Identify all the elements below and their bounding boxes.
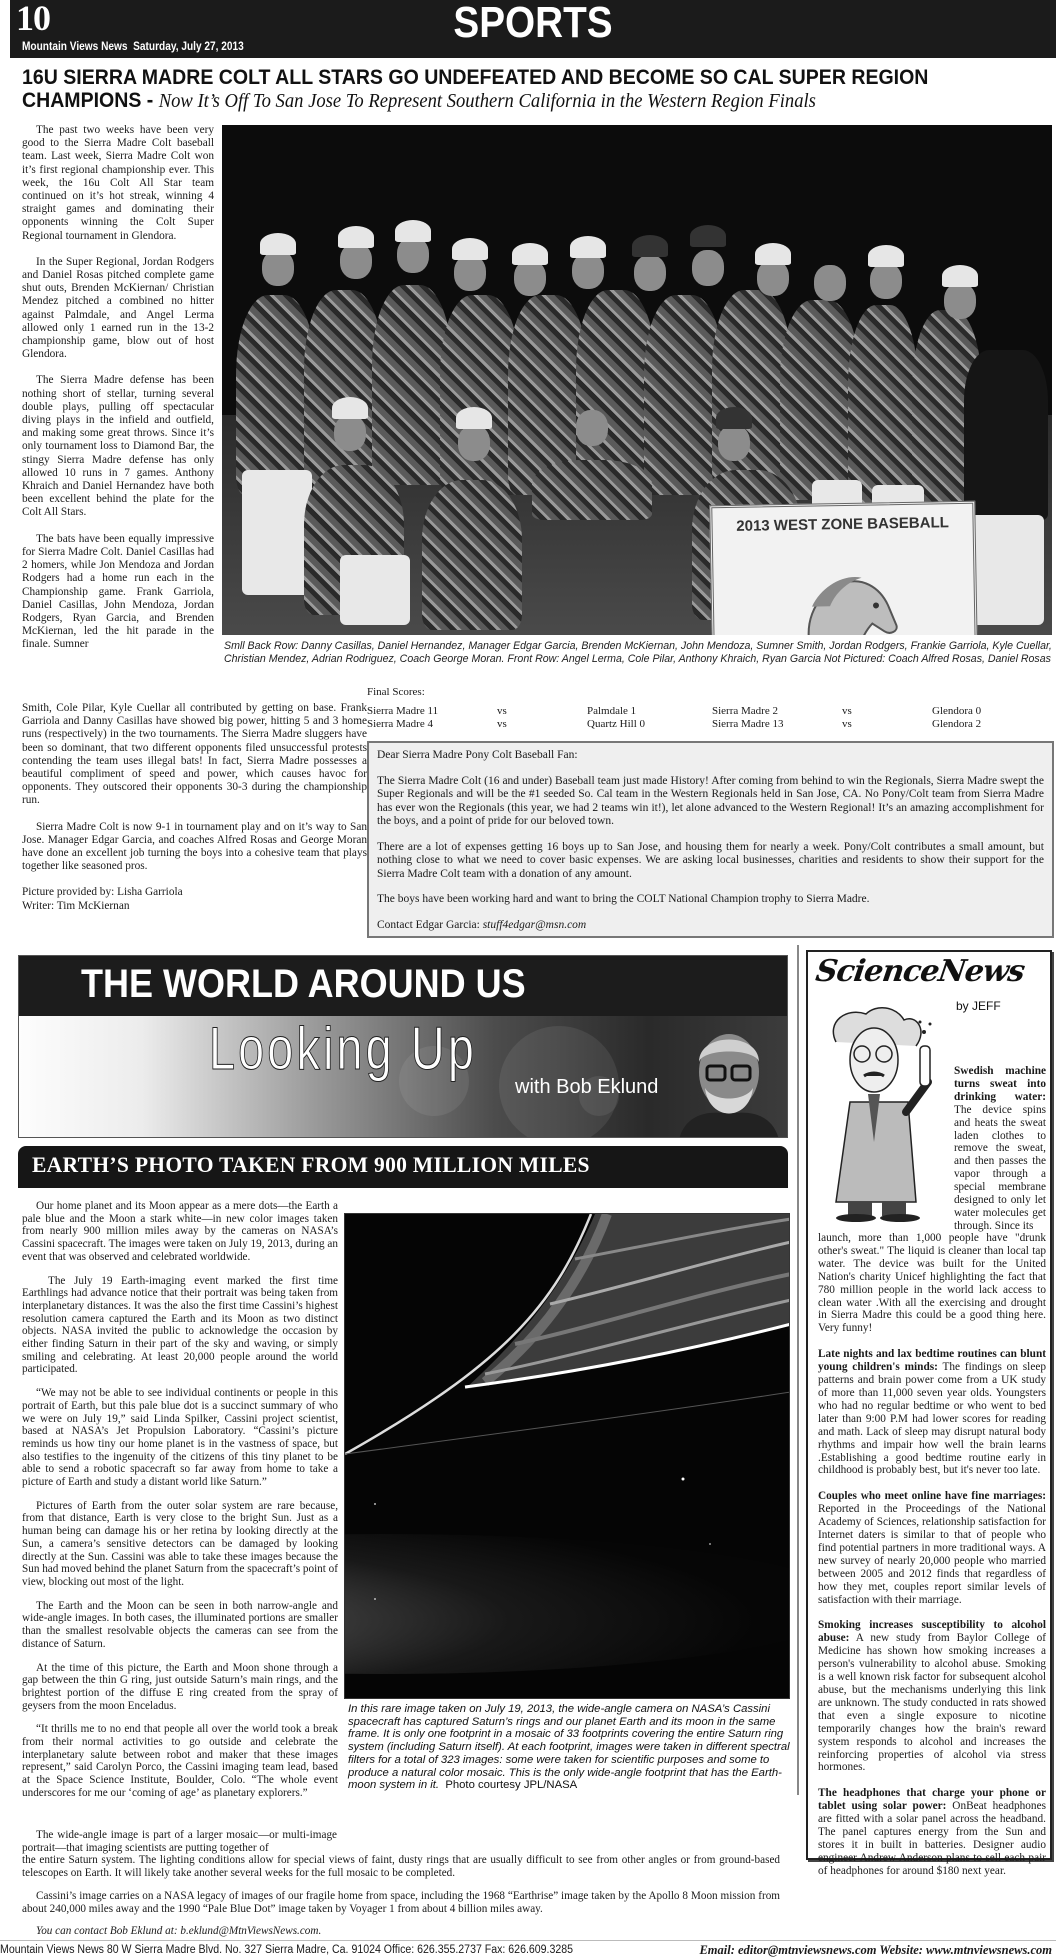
headline-line-2 <box>22 89 961 113</box>
player-figure <box>848 305 918 505</box>
player-face <box>397 237 429 273</box>
score-vs: vs <box>842 705 852 717</box>
page-footer <box>0 1940 1056 1958</box>
looking-up-banner <box>19 1016 787 1138</box>
columnist-portrait <box>669 1022 787 1138</box>
coach-figure <box>964 350 1048 520</box>
article-paragraph: Our home planet and its Moon appear as a mere dots—the Earth a pale blue and the Moon a stark white—in new color images taken from nearly 900 million miles away by the cameras on NASA’s Cassini spacecraft. The images were taken on July 19, 2013, during an event that was observed and celebrated worldwide. <box>22 1200 338 1263</box>
item-text: Reported in the Proceedings of the National Academy of Sciences, relationship satisfaction for Internet daters is similar to that of people who find potential partners in more traditional ways. A new survey of nearly 20,000 people who married between 2005 and 2012 finds that regardless of how they met, couples report similar levels of satisfaction with their marriage. <box>818 1503 1046 1606</box>
article-paragraph: “It thrills me to no end that people all over the world took a break from their normal activities to go outside and celebrate the interplanetary salute between robot and maker that these images represent,” said Carolyn Porco, the Cassini imaging team lead, based at the Space Science Institute, Boulder, Colo. “The whole event underscores for me our ‘coming of age’ as planetary explorers.” <box>22 1723 338 1799</box>
article-paragraph: In the Super Regional, Jordan Rodgers and Daniel Rosas pitched complete game shut outs, Brenden McKiernan/ Christian Mendez pitched a combined no hitter against Palmdale, and Angel Lerma allowed only 1 earned run in the 13-2 championship game, blow out of host Glendora. <box>22 255 214 361</box>
player-cap <box>716 407 752 429</box>
article-paragraph: The Sierra Madre defense has been nothing short of stellar, turning several double plays, pulling off spectacular diving plays in the infield and outfield, and making some great throws. Since it’s only tournament loss to Diamond Bar, the stingy Sierra Madre defense has only allowed 10 runs in 7 games. Anthony Khraich and Daniel Hernandez have both been excellent behind the plate for the Colt All Stars. <box>22 374 214 519</box>
earth-article-headline-bar <box>18 1146 788 1188</box>
subheadline: Now It’s Off To San Jose To Represent Southern California in the Western Region Finals <box>158 90 816 112</box>
player-face <box>576 410 608 446</box>
player-pants <box>242 470 312 595</box>
item-text: The findings on sleep patterns and brain power come from a UK study of more than 11,000 seven year olds. Youngsters who had no regular bedtime or who went to bed later than 9:00 P.M had lower scores for reading and math. Lack of sleep may disrupt natural body rhythms and impair how well the brain learns .Establishing a good bedtime routine early in childhood is probably best, but it's never too late. <box>818 1361 1046 1477</box>
issue-date: Saturday, July 27, 2013 <box>133 41 244 53</box>
saturn-rings-image <box>344 1213 790 1699</box>
saturn-rings-graphic <box>345 1214 790 1699</box>
science-news-box <box>806 950 1052 1877</box>
player-figure <box>422 480 522 630</box>
paragraph-narrow-part: The wide-angle image is part of a larger mosaic—or multi-image portrait—that imaging scientists are putting together of <box>22 1829 337 1854</box>
player-cap <box>452 238 488 260</box>
sports-article-column <box>22 124 214 652</box>
saturn-image-caption <box>348 1703 792 1792</box>
player-cap <box>570 236 606 258</box>
player-face <box>340 243 372 279</box>
item-text-continued: launch, more than 1,000 people have "drunk other's sweat." The liquid is cleaner than local tap water. The device was built for the United Nation's charity Unicef highlighting the fact that 780 million people in the world lack access to clean water .With all the exercising and drought in Sierra Madre this could be a good thing here. Very funny! <box>818 1232 1046 1335</box>
writer-credit: Writer: Tim McKiernan <box>22 899 130 912</box>
item-heading: Couples who meet online have fine marriages: <box>818 1490 1046 1503</box>
sports-headline <box>22 66 1032 113</box>
score-vs: vs <box>842 718 852 730</box>
player-face <box>454 255 486 291</box>
score-team: Quartz Hill 0 <box>587 718 646 730</box>
item-text: The device spins and heats the sweat laden clothes to remove the sweat, and then passes the vapor through a special membrane designed to only let water molecules get through. Since its <box>954 1103 1046 1232</box>
player-face <box>458 425 490 461</box>
letter-contact <box>377 919 1044 933</box>
player-face <box>572 253 604 289</box>
earth-article-column <box>22 1200 338 1811</box>
letter-greeting: Dear Sierra Madre Pony Colt Baseball Fan: <box>377 749 578 761</box>
section-title: SPORTS <box>453 0 613 47</box>
headline-line-1: 16U SIERRA MADRE COLT ALL STARS GO UNDEFEATED AND BECOME SO CAL SUPER REGION <box>22 66 929 89</box>
footer-address: Mountain Views News 80 W Sierra Madre Blvd. No. 327 Sierra Madre, Ca. 91024 Office: 626.355.2737 Fax: 626.609.3285 <box>0 1944 574 1956</box>
footer-contact[interactable]: Email: editor@mtnviewsnews.com Website: www.mtnviewsnews.com <box>699 1943 1052 1957</box>
score-team: Sierra Madre 11 <box>367 705 439 717</box>
player-cap <box>395 220 431 242</box>
item-text: OnBeat headphones are fitted with a solar panel across the headband. The panel captures energy from the Sun and stores it in built in batteries. Designer audio engineer Andrew Anderson plans to sell each pair of headphones for around $180 next year. <box>818 1800 1046 1877</box>
score-team: Sierra Madre 2 <box>712 705 778 717</box>
item-text: A new study from Baylor College of Medicine has shown how smoking increases a person's vulnerability to alcohol abuse. Smoking is a well known risk factor for subsequent alcohol abuse, but the mechanisms underlying this link are unknown. The study conducted in rats showed that even a single exposure to nicotine temporarily changes how the brain's reward system responds to alcohol and increases the reinforcing properties of alcohol via stress hormones. <box>818 1632 1046 1774</box>
article-paragraph: The bats have been equally impressive for Sierra Madre Colt. Daniel Casillas had 2 homers, while Jon Mendoza and Jordan Rodgers had a home run each in the Championship game. Frank Garriola, Daniel Casillas, John Mendoza, Jordan Rodgers, Ryan Garcia, and Brenden McKiernan, led the hit parade in the finale. Sumner <box>22 532 214 651</box>
player-cap <box>868 245 904 267</box>
player-pants <box>340 555 410 625</box>
columnist-contact[interactable]: You can contact Bob Eklund at: b.eklund@MtnViewsNews.com. <box>36 1925 322 1938</box>
score-row <box>367 705 1056 718</box>
score-team: Glendora 0 <box>932 705 982 717</box>
score-vs: vs <box>497 705 507 717</box>
world-around-us-title: THE WORLD AROUND US <box>81 962 526 1006</box>
world-around-us-banner <box>18 955 788 1138</box>
contact-label: Contact Edgar Garcia: <box>377 918 483 931</box>
score-vs: vs <box>497 718 507 730</box>
letter-paragraph: The Sierra Madre Colt (16 and under) Baseball team just made History! After coming from behind to win the Regionals, Sierra Madre swept the Super Regionals and will be the #1 seeded So. Cal team in the Western Regionals held in San Jose, CA. No Pony/Colt team from Sierra Madre has ever won the Regionals (this year, we had 2 teams win it!), let alone advanced to the Western Regional! It’s an amazing accomplishment for the boys, and a point of pride for our beloved town. <box>377 774 1044 827</box>
article-paragraph <box>22 1829 780 1854</box>
item-heading: The headphones that charge your phone or tablet using solar power: <box>818 1787 1046 1813</box>
item-heading: Swedish machine turns sweat into drinking water: <box>954 1065 1046 1103</box>
player-cap <box>632 235 668 257</box>
science-news-title: ScienceNews <box>813 954 1027 989</box>
publication-name: Mountain Views News <box>22 41 128 53</box>
fan-letter-box <box>367 741 1054 938</box>
player-face <box>634 255 666 291</box>
team-photo <box>222 125 1052 635</box>
science-news-items <box>818 1232 1046 1891</box>
score-team: Sierra Madre 13 <box>712 718 784 730</box>
earth-article-wide-section <box>22 1829 780 1948</box>
colt-horse-logo-icon <box>791 565 903 635</box>
player-cap <box>456 407 492 429</box>
article-paragraph: The July 19 Earth-imaging event marked the first time Earthlings had advance notice that their portrait was being taken from interplanetary distances. It was the also the first time Cassini’s highest resolution camera captured the Earth and its Moon as two distinct objects. NASA invited the public to acknowledge the occasion by either finding Saturn in their part of the sky and waving, or simply smiling and celebrating. At least 20,000 people around the world participated. <box>22 1274 338 1376</box>
player-cap <box>755 243 791 265</box>
player-figure <box>532 460 652 520</box>
score-team: Sierra Madre 4 <box>367 718 433 730</box>
article-paragraph: The Earth and the Moon can be seen in both narrow-angle and wide-angle images. In both cases, the illuminated portions are smaller than the smallest resolvable objects the cameras can see from the distance of Saturn. <box>22 1599 338 1650</box>
article-paragraph: Pictures of Earth from the outer solar system are rare because, from that distance, Earth is very close to the bright Sun. Just as a human being can damage his or her retina by looking directly at the Sun, a camera’s sensitive detectors can be damaged by looking directly at the Sun. Cassini was able to take these images because the Sun had moved behind the planet Saturn from the spacecraft’s point of view, blocking out most of the light. <box>22 1499 338 1588</box>
player-face <box>692 250 724 286</box>
score-team: Glendora 2 <box>932 718 982 730</box>
score-team: Palmdale 1 <box>587 705 637 717</box>
player-face <box>514 260 546 296</box>
player-cap <box>512 243 548 265</box>
looking-up-title: Looking Up <box>209 1015 477 1082</box>
item-heading: Smoking increases susceptibility to alcohol abuse: <box>818 1619 1046 1645</box>
player-cap <box>260 233 296 255</box>
headline-champions: CHAMPIONS - <box>22 89 159 112</box>
player-face <box>718 425 750 461</box>
player-face <box>944 283 976 319</box>
world-around-us-header <box>19 956 787 1016</box>
article-paragraph: Cassini’s image carries on a NASA legacy of images of our fragile home from space, including the 1968 “Earthrise” image taken by the Apollo 8 Moon mission from about 240,000 miles away and the 1990 “Pale Blue Dot” image taken by Voyager 1 from about 4 billion miles away. <box>22 1889 780 1915</box>
banner-year-line: 2013 WEST ZONE BASEBALL <box>736 514 949 535</box>
article-paragraph: Sierra Madre Colt is now 9-1 in tournament play and on it’s way to San Jose. Manager Edgar Garcia, and coaches Alfred Rosas and George Moran have done an excellent job turning the boys into a cohesive team that plays together like seasoned pros. <box>22 820 367 873</box>
article-paragraph: At the time of this picture, the Earth and Moon shone through a gap between the thin G ring, just outside Saturn’s main rings, and the brightest portion of the diffuse E ring created from the spray of geysers from the moon Enceladus. <box>22 1661 338 1712</box>
earth-article-headline: EARTH’S PHOTO TAKEN FROM 900 MILLION MILES <box>32 1152 590 1177</box>
score-row <box>367 718 1056 731</box>
player-cap <box>338 226 374 248</box>
player-face <box>262 250 294 286</box>
player-face <box>334 415 366 451</box>
science-news-item <box>818 1619 1046 1774</box>
science-news-item <box>818 1787 1046 1877</box>
photo-credit: Picture provided by: Lisha Garriola <box>22 886 183 899</box>
letter-paragraph: The boys have been working hard and want to bring the COLT National Champion trophy to Sierra Madre. <box>377 893 870 905</box>
science-news-byline: by JEFF <box>956 999 1001 1013</box>
column-divider <box>797 945 799 1795</box>
player-cap <box>332 397 368 419</box>
final-scores-title: Final Scores: <box>367 686 425 698</box>
science-news-item <box>818 1348 1046 1477</box>
letter-paragraph: There are a lot of expenses getting 16 boys up to San Jose, and housing them for nearly a week. Pony/Colt contributes a small amount, but nothing close to what we need to cover basic expenses. We are asking local businesses, charities and residents to show their support for the Sierra Madre Colt team with a donation of any amount. <box>377 840 1044 880</box>
player-face <box>757 260 789 296</box>
science-news-item <box>818 1490 1046 1606</box>
caption-text: In this rare image taken on July 19, 2013, the wide-angle camera on NASA’s Cassini spacecraft has captured Saturn’s rings and our planet Earth and its moon in the same frame. It is only one footprint in a mosaic of 33 footprints covering the entire Saturn ring system (including Saturn itself). At each footprint, images were taken in different spectral filters for a total of 323 images: some were taken for scientific purposes and some to produce a natural color mosaic. This is the only wide-angle footprint that has the Earth-moon system in it. <box>348 1703 790 1792</box>
page-number: 10 <box>16 0 50 38</box>
article-paragraph: The past two weeks have been very good to the Sierra Madre Colt baseball team. Last week, Sierra Madre Colt won it’s first regional championship ever. This week, the 16u Colt All Star team continued on it’s hot streak, winning 4 straight games and dominating their opponents winning the Colt Super Regional tournament in Glendora. <box>22 124 214 242</box>
columnist-byline: with Bob Eklund <box>515 1076 659 1098</box>
article-paragraph: the entire Saturn system. The lighting conditions allow for special views of faint, dusty rings that are usually difficult to see from other angles or from ground-based telescopes on Earth. It will likely take another several weeks for the full mosaic to be completed. <box>22 1854 780 1880</box>
player-face <box>870 263 902 299</box>
item-heading: Late nights and lax bedtime routines can blunt young children's minds: <box>818 1348 1046 1374</box>
championship-banner <box>709 501 981 635</box>
player-face <box>814 265 846 301</box>
player-cap <box>942 265 978 287</box>
masthead <box>10 0 1056 58</box>
team-photo-caption: Smll Back Row: Danny Casillas, Daniel Hernandez, Manager Edgar Garcia, Brenden McKiernan, John Mendoza, Sumner Smith, Jordan Rodgers, Frankie Garriola, Kyle Cuellar, Christian Mendez, Adrian Rodriguez, Coach George Moran. Front Row: Angel Lerma, Cole Pilar, Anthony Khraich, Ryan Garcia Not Pictured: Coach Alfred Rosas, Daniel Rosas <box>224 640 1052 665</box>
sports-article-wide-column <box>22 702 367 926</box>
caption-credit: Photo courtesy JPL/NASA <box>445 1779 578 1792</box>
contact-email-link[interactable]: stuff4edgar@msn.com <box>482 918 587 931</box>
science-news-item <box>954 1065 1046 1233</box>
scientist-cartoon-icon <box>816 1002 954 1222</box>
player-cap <box>690 225 726 247</box>
article-paragraph: “We may not be able to see individual continents or people in this portrait of Earth, but this pale blue dot is a succinct summary of who we were on July 19,” said Linda Spilker, Cassini project scientist, based at NASA’s Jet Propulsion Laboratory. “Cassini’s picture reminds us how tiny our home planet is in the vastness of space, but also testifies to the ingenuity of the citizens of this tiny planet to be able to send a robotic spacecraft so far away from home to take a picture of Earth and study a distant world like Saturn.” <box>22 1387 338 1489</box>
article-paragraph: Smith, Cole Pilar, Kyle Cuellar all contributed by getting on base. Frank Garriola and Danny Casillas have showed big power, hitting 5 and 3 home runs (respectively) in the two tournaments. The Sierra Madre sluggers have been so dominant, that two different opponents filed unsuccessful protests contending the team uses illegal bats! In fact, Sierra Madre possesses a beautiful compliment of speed and power, which causes havoc for opponents. They outscored their opponents 30-3 during the championship run. <box>22 702 367 807</box>
